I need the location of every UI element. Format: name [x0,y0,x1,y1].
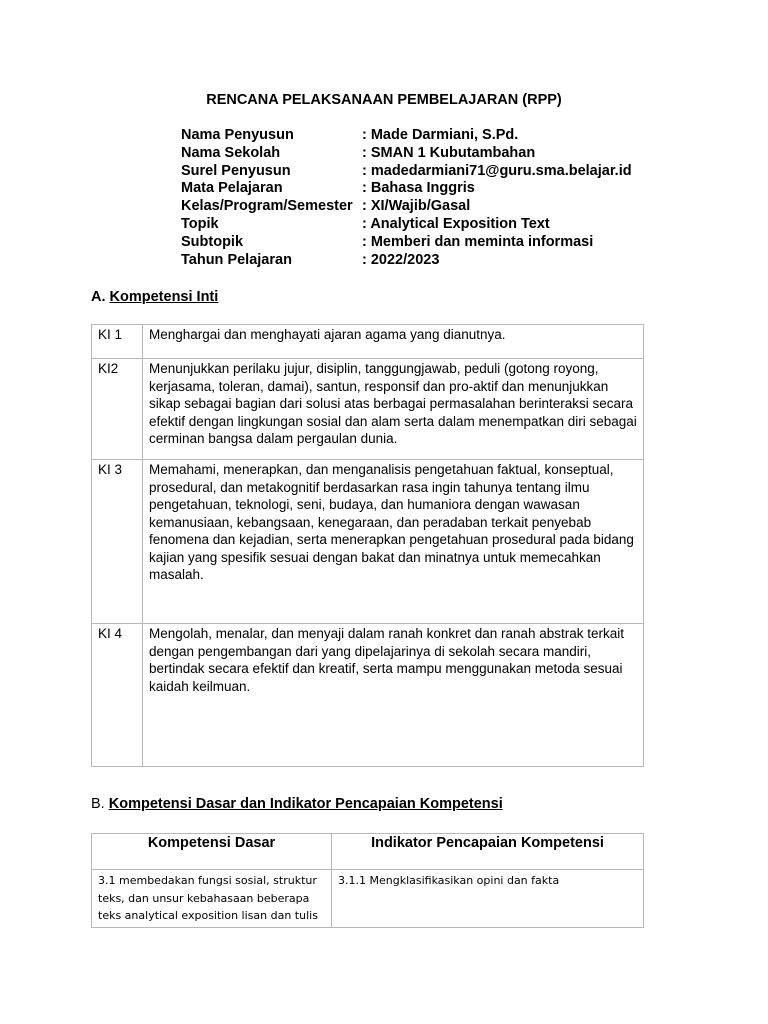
section-b-heading [91,796,503,812]
meta-value: : 2022/2023 [362,251,440,268]
meta-value: : Memberi dan meminta informasi [362,233,594,250]
meta-row-year [181,252,632,270]
meta-row-author [181,127,632,145]
table-header-row [92,834,644,870]
ki-description: Menghargai dan menghayati ajaran agama yang dianutnya. [143,325,644,359]
section-a-heading [91,289,218,305]
core-competency-table [91,324,644,767]
meta-label: Topik [181,215,219,232]
table-row [92,460,644,624]
meta-row-school [181,145,632,163]
table-row [92,870,644,928]
section-b-prefix: B. [91,796,105,812]
ki-code: KI 3 [92,460,143,624]
column-header-ipk: Indikator Pencapaian Kompetensi [332,834,644,870]
section-a-prefix: A. [91,289,106,305]
table-row [92,325,644,359]
meta-row-subject [181,180,632,198]
table-row [92,624,644,767]
section-b-title: Kompetensi Dasar dan Indikator Pencapaian Kompetensi [108,796,503,812]
table-row [92,359,644,460]
document-title: RENCANA PELAKSANAAN PEMBELAJARAN (RPP) [206,92,562,108]
meta-row-subtopic [181,234,632,252]
basic-competency-table [91,833,644,928]
meta-value: : SMAN 1 Kubutambahan [362,144,536,161]
meta-value: : Analytical Exposition Text [362,215,550,232]
ki-code: KI2 [92,359,143,460]
meta-row-email [181,163,632,181]
meta-label: Kelas/Program/Semester [181,198,353,215]
meta-label: Nama Penyusun [181,127,294,143]
meta-value: : madedarmiani71@guru.sma.belajar.id [362,162,632,179]
meta-label: Surel Penyusun [181,162,291,179]
meta-label: Nama Sekolah [181,144,281,161]
meta-value: : XI/Wajib/Gasal [362,198,471,215]
ki-description: Mengolah, menalar, dan menyaji dalam ranah konkret dan ranah abstrak terkait dengan pengembangan dari yang dipelajarinya di sekolah secara mandiri, bertindak secara efektif dan kreatif, serta mampu menggunakan metoda sesuai kaidah keilmuan. [143,624,644,767]
kd-cell: 3.1 membedakan fungsi sosial, struktur teks, dan unsur kebahasaan beberapa teks analytical exposition lisan dan tulis [92,870,332,928]
ki-code: KI 4 [92,624,143,767]
ipk-cell: 3.1.1 Mengklasifikasikan opini dan fakta [332,870,644,928]
section-a-title: Kompetensi Inti [109,289,219,305]
meta-row-topic [181,216,632,234]
meta-label: Tahun Pelajaran [181,251,292,268]
ki-description: Menunjukkan perilaku jujur, disiplin, tanggungjawab, peduli (gotong royong, kerjasama, toleran, damai), santun, responsif dan pro-aktif dan menunjukkan sikap sebagai bagian dari solusi atas berbagai permasalahan berinteraksi secara efektif dengan lingkungan sosial dan alam serta dalam menempatkan diri sebagai cerminan bangsa dalam pergaulan dunia. [143,359,644,460]
meta-value: : Bahasa Inggris [362,180,475,197]
meta-label: Subtopik [181,233,244,250]
ki-description: Memahami, menerapkan, dan menganalisis pengetahuan faktual, konseptual, prosedural, dan metakognitif berdasarkan rasa ingin tahunya tentang ilmu pengetahuan, teknologi, seni, budaya, dan humaniora dengan wawasan kemanusiaan, kebangsaan, kenegaraan, dan peradaban terkait penyebab fenomena dan kejadian, serta menerapkan pengetahuan prosedural pada bidang kajian yang spesifik sesuai dengan bakat dan minatnya untuk memecahkan masalah. [143,460,644,624]
meta-value: : Made Darmiani, S.Pd. [362,127,519,143]
meta-row-class [181,198,632,216]
meta-label: Mata Pelajaran [181,180,283,197]
ki-code: KI 1 [92,325,143,359]
column-header-kd: Kompetensi Dasar [92,834,332,870]
identity-table [181,127,632,269]
